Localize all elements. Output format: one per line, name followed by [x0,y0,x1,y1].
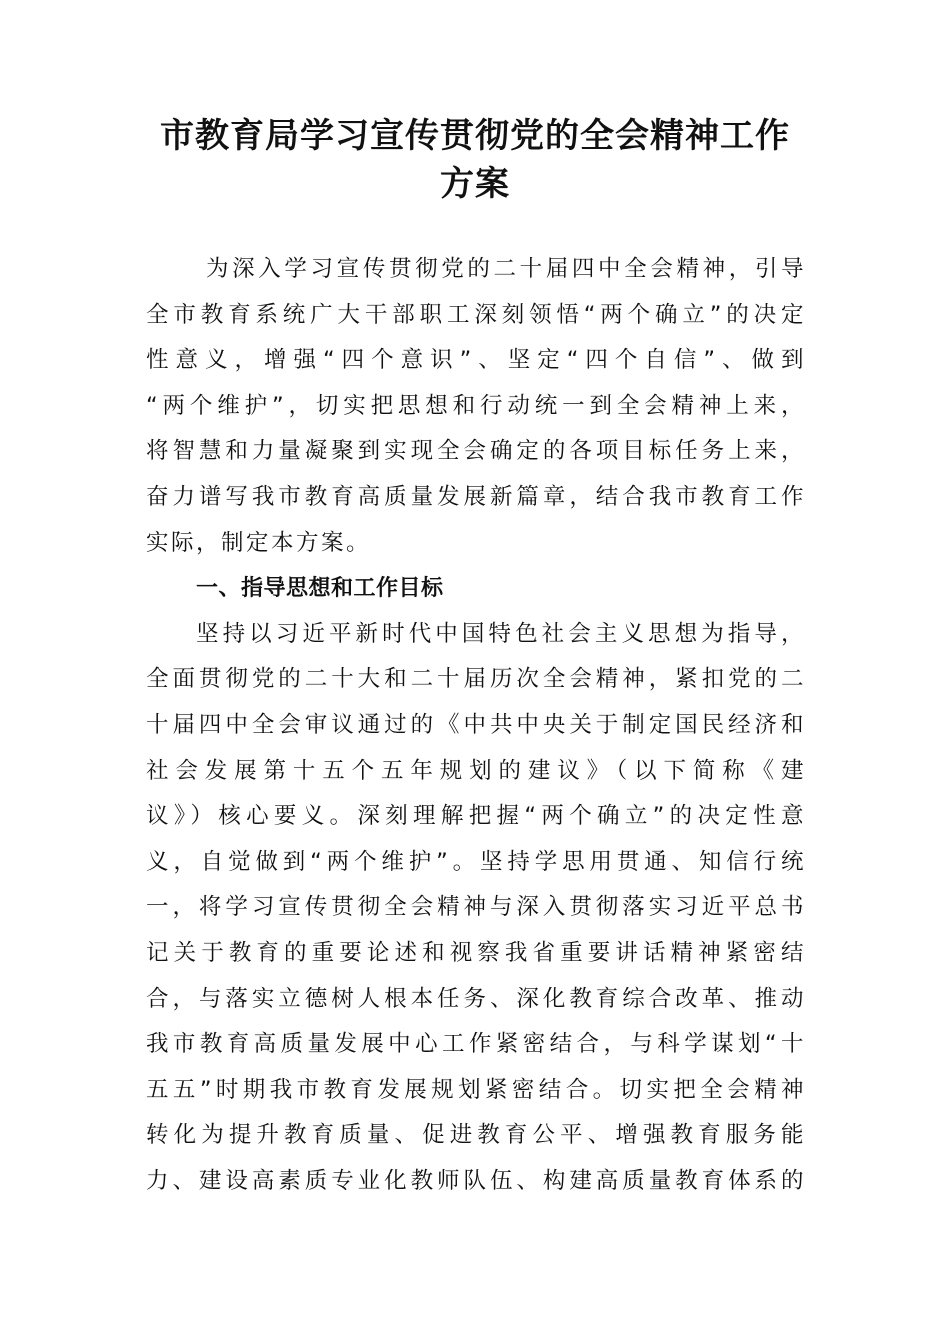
paragraph-line: 五五”时期我市教育发展规划紧密结合。切实把全会精神 [146,1076,806,1103]
title-line-1: 市教育局学习宣传贯彻党的全会精神工作 [160,116,790,156]
paragraph-line: 实际，制定本方案。 [146,529,372,556]
paragraph-line: 十届四中全会审议通过的《中共中央关于制定国民经济和 [146,711,806,738]
paragraph-line: 义，自觉做到“两个维护”。坚持学思用贯通、知信行统 [146,848,806,875]
title-line-2: 方案 [440,164,510,204]
paragraph-line: 社会发展第十五个五年规划的建议》（以下简称《建 [146,757,806,784]
paragraph-line: 力、建设高素质专业化教师队伍、构建高质量教育体系的 [146,1167,806,1194]
paragraph-line: 转化为提升教育质量、促进教育公平、增强教育服务能 [146,1122,806,1149]
document-title [120,112,830,208]
paragraph-line: 议》）核心要义。深刻理解把握“两个确立”的决定性意 [146,803,806,830]
document-body [146,247,806,1204]
paragraph-line: 坚持以习近平新时代中国特色社会主义思想为指导， [196,620,806,647]
paragraph-line: “两个维护”，切实把思想和行动统一到全会精神上来， [146,392,806,419]
paragraph-line: 为深入学习宣传贯彻党的二十届四中全会精神，引导 [206,256,806,282]
paragraph-line: 一，将学习宣传贯彻全会精神与深入贯彻落实习近平总书 [146,894,806,921]
paragraph-line: 奋力谱写我市教育高质量发展新篇章，结合我市教育工作 [146,483,806,510]
paragraph-line: 合，与落实立德树人根本任务、深化教育综合改革、推动 [146,985,806,1012]
paragraph-line: 全面贯彻党的二十大和二十届历次全会精神，紧扣党的二 [146,666,806,693]
section-heading: 一、指导思想和工作目标 [196,576,444,602]
paragraph-line: 性意义，增强“四个意识”、坚定“四个自信”、做到 [146,347,806,374]
section1-paragraph [146,612,806,1205]
paragraph-line: 全市教育系统广大干部职工深刻领悟“两个确立”的决定 [146,301,806,328]
paragraph-line: 记关于教育的重要论述和视察我省重要讲话精神紧密结 [146,939,806,966]
paragraph-line: 将智慧和力量凝聚到实现全会确定的各项目标任务上来， [146,438,806,465]
paragraph-line: 我市教育高质量发展中心工作紧密结合，与科学谋划“十 [146,1031,806,1058]
intro-paragraph [146,247,806,566]
